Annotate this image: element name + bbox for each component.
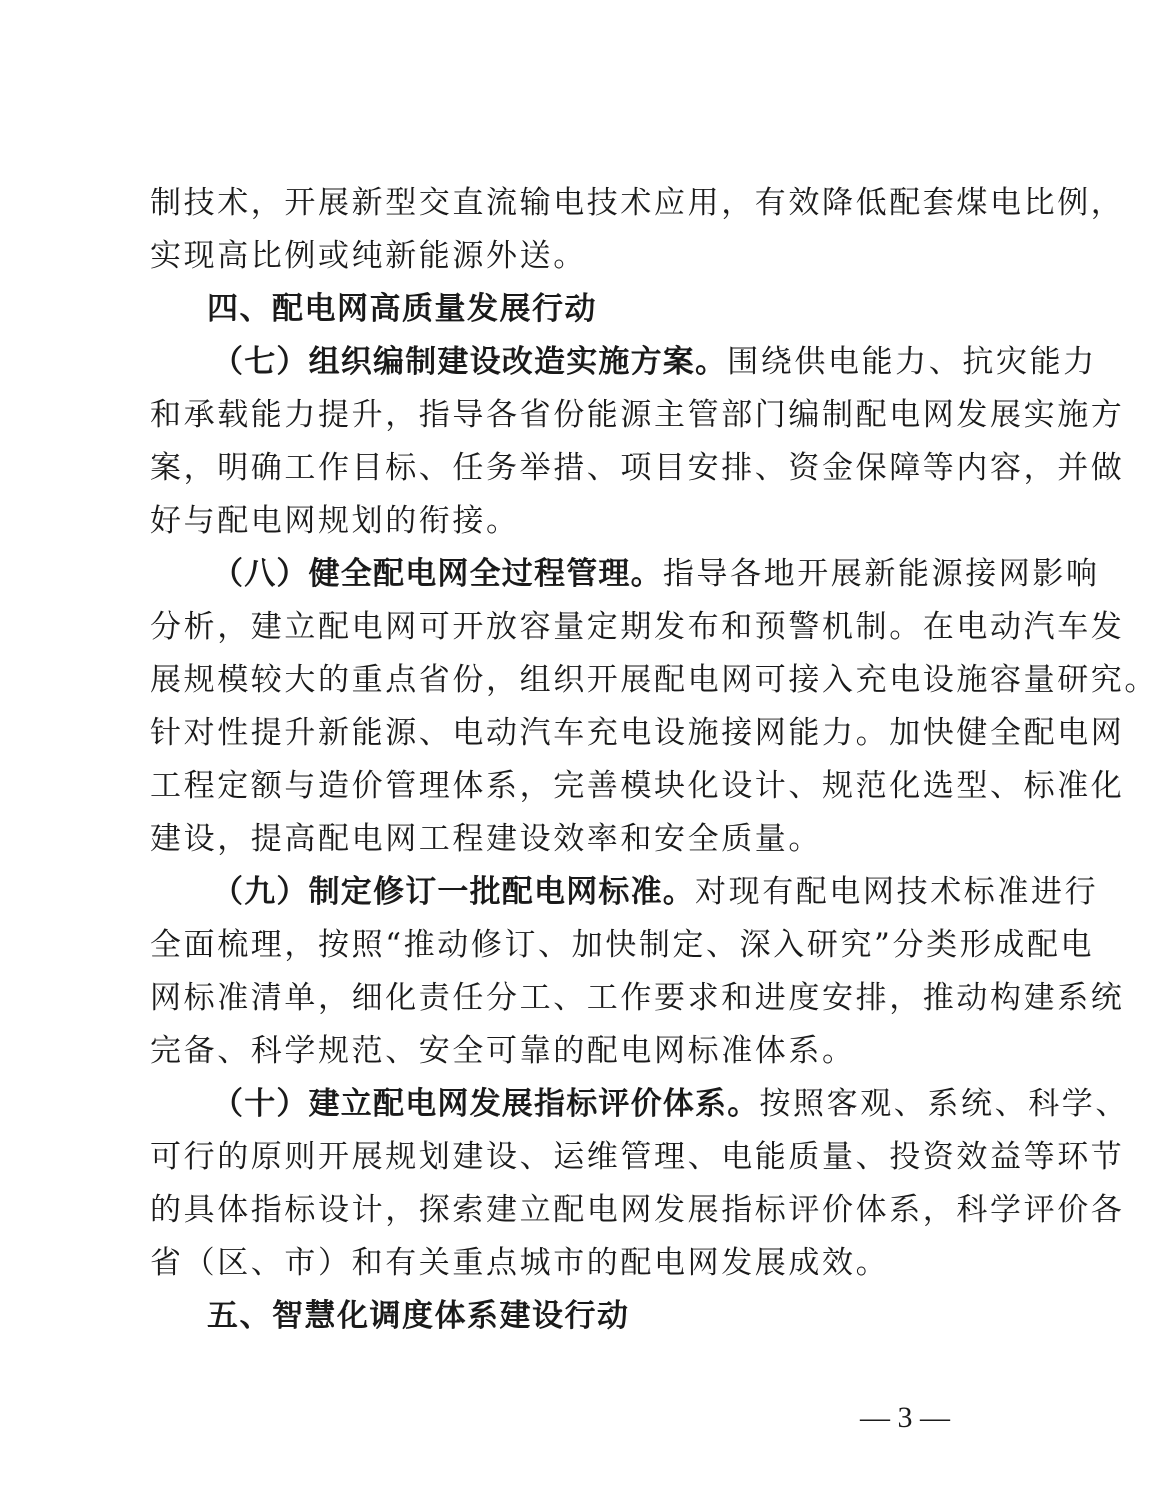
paragraph-item-9-first-line <box>212 872 1098 912</box>
section-heading-5: 五、智慧化调度体系建设行动 <box>207 1298 630 1334</box>
body-text-line: 针对性提升新能源、电动汽车充电设施接网能力。加快健全配电网 <box>150 715 1125 751</box>
item-8-lead: （八）健全配电网全过程管理。 <box>212 556 663 592</box>
section-heading-4: 四、配电网高质量发展行动 <box>207 291 597 327</box>
body-text-line: 的具体指标设计，探索建立配电网发展指标评价体系，科学评价各 <box>150 1192 1125 1228</box>
paragraph-item-7-first-line <box>212 342 1097 382</box>
body-text-line: 可行的原则开展规划建设、运维管理、电能质量、投资效益等环节 <box>150 1139 1125 1175</box>
item-9-lead: （九）制定修订一批配电网标准。 <box>212 874 695 910</box>
body-text-line: 实现高比例或纯新能源外送。 <box>150 238 587 274</box>
body-text-line: 和承载能力提升，指导各省份能源主管部门编制配电网发展实施方 <box>150 397 1125 433</box>
paragraph-item-8-first-line <box>212 554 1100 594</box>
item-9-first-rest: 对现有配电网技术标准进行 <box>695 874 1099 910</box>
body-text-line: 完备、科学规范、安全可靠的配电网标准体系。 <box>150 1033 856 1069</box>
paragraph-item-10-first-line <box>212 1084 1129 1124</box>
body-text-line: 分析，建立配电网可开放容量定期发布和预警机制。在电动汽车发 <box>150 609 1125 645</box>
body-text-line: 好与配电网规划的衔接。 <box>150 503 520 539</box>
body-text-line: 工程定额与造价管理体系，完善模块化设计、规范化选型、标准化 <box>150 768 1125 804</box>
body-text-line: 建设，提高配电网工程建设效率和安全质量。 <box>150 821 822 857</box>
item-10-first-rest: 按照客观、系统、科学、 <box>759 1086 1130 1122</box>
item-7-first-rest: 围绕供电能力、抗灾能力 <box>727 344 1097 380</box>
item-8-first-rest: 指导各地开展新能源接网影响 <box>662 556 1100 592</box>
body-text-line: 制技术，开展新型交直流输电技术应用，有效降低配套煤电比例， <box>150 185 1125 221</box>
body-text-line: 全面梳理，按照“推动修订、加快制定、深入研究”分类形成配电 <box>150 927 1095 963</box>
body-text-line: 省（区、市）和有关重点城市的配电网发展成效。 <box>150 1245 890 1281</box>
page-number: — 3 — <box>860 1401 950 1434</box>
body-text-line: 网标准清单，细化责任分工、工作要求和进度安排，推动构建系统 <box>150 980 1125 1016</box>
item-7-lead: （七）组织编制建设改造实施方案。 <box>212 344 728 380</box>
body-text-line: 案，明确工作目标、任务举措、项目安排、资金保障等内容，并做 <box>150 450 1125 486</box>
item-10-lead: （十）建立配电网发展指标评价体系。 <box>212 1086 760 1122</box>
body-text-line: 展规模较大的重点省份，组织开展配电网可接入充电设施容量研究。 <box>150 662 1158 698</box>
